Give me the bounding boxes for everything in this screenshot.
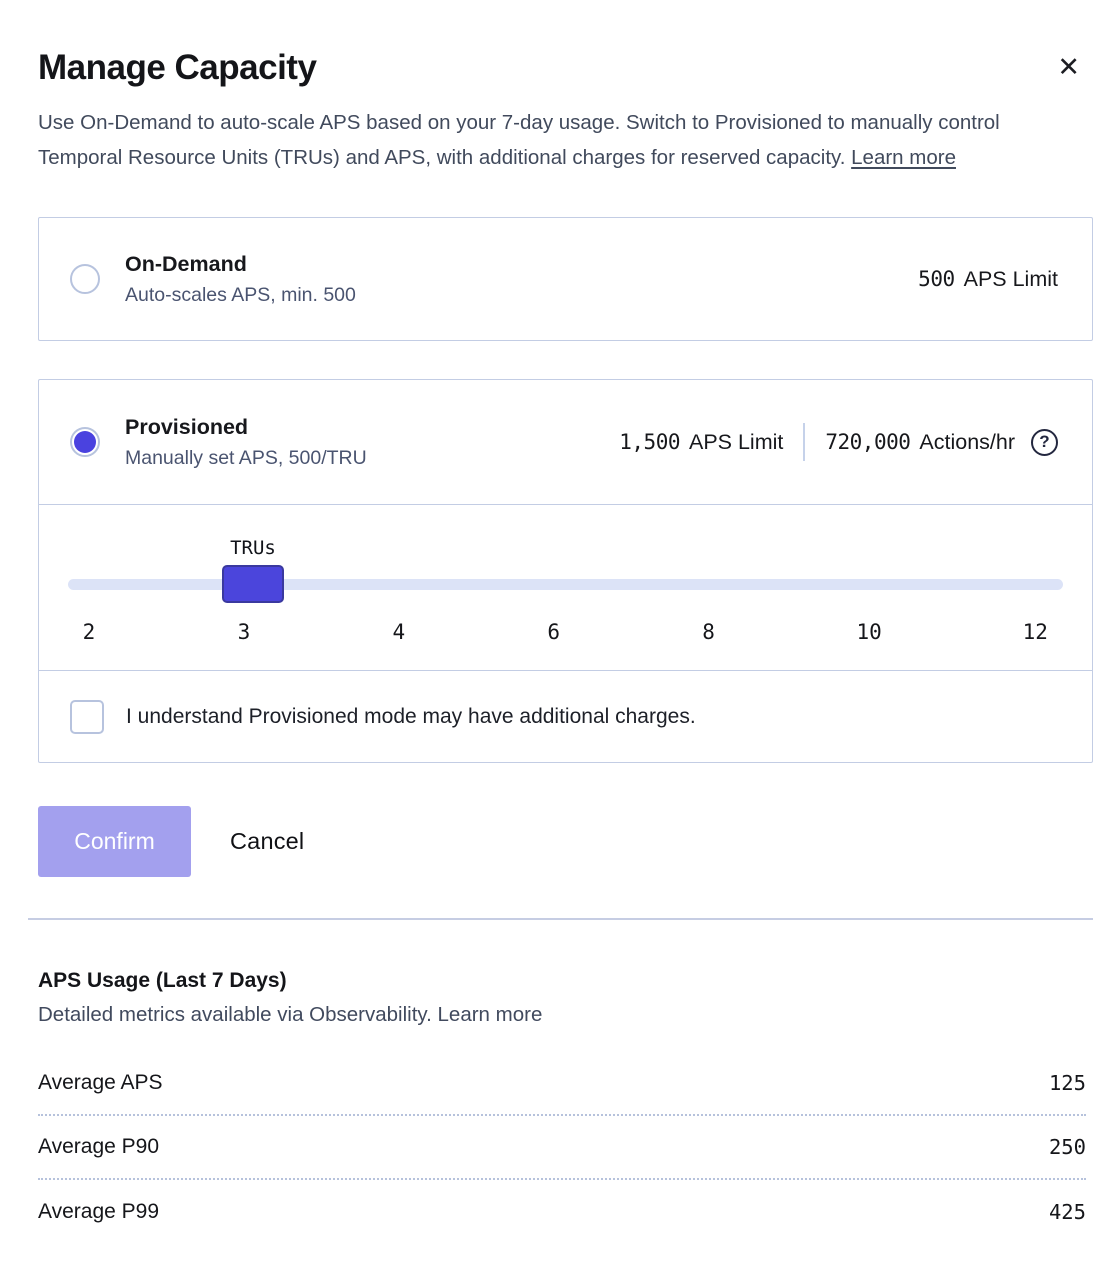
provisioned-label: Provisioned <box>125 414 249 439</box>
acknowledge-checkbox[interactable] <box>70 700 104 734</box>
usage-subtitle <box>38 1003 1092 1027</box>
confirm-button[interactable]: Confirm <box>38 806 191 877</box>
on-demand-radio[interactable] <box>70 264 100 294</box>
tru-slider <box>68 537 1063 644</box>
dialog-actions <box>38 806 1092 877</box>
usage-subtitle-text: Detailed metrics available via Observability. <box>38 1003 438 1026</box>
dialog-header <box>38 48 1092 88</box>
on-demand-row <box>39 218 1092 340</box>
description-text: Use On-Demand to auto-scale APS based on your 7-day usage. Switch to Provisioned to manually control Temporal Resource Units (TRUs) and APS, with additional charges for reserved capacity. <box>38 111 1000 169</box>
close-icon: ✕ <box>1057 52 1080 82</box>
provisioned-aps-unit: APS Limit <box>688 429 784 454</box>
question-icon: ? <box>1039 432 1050 451</box>
row-label: Average APS <box>38 1071 163 1094</box>
tick-label: 12 <box>1022 620 1048 644</box>
help-button[interactable] <box>1031 429 1058 456</box>
provisioned-option-card <box>38 379 1093 763</box>
row-label: Average P99 <box>38 1200 160 1223</box>
acknowledge-section <box>39 670 1092 762</box>
provisioned-limits <box>619 423 1058 461</box>
row-value: 425 <box>1048 1200 1086 1224</box>
slider-label: TRUs <box>230 537 276 559</box>
slider-thumb[interactable] <box>222 565 284 603</box>
tick-label: 10 <box>856 620 882 644</box>
provisioned-sublabel: Manually set APS, 500/TRU <box>125 446 367 469</box>
tick-label: 2 <box>82 620 96 644</box>
provisioned-text <box>125 415 367 470</box>
on-demand-sublabel: Auto-scales APS, min. 500 <box>125 283 356 306</box>
row-label: Average P90 <box>38 1135 160 1158</box>
provisioned-actions-unit: Actions/hr <box>919 429 1015 454</box>
table-row <box>38 1180 1086 1244</box>
tick-label: 6 <box>547 620 560 644</box>
vertical-divider <box>803 423 805 461</box>
tick-label: 8 <box>702 620 715 644</box>
acknowledge-label: I understand Provisioned mode may have additional charges. <box>126 704 696 728</box>
row-value: 250 <box>1048 1135 1086 1159</box>
provisioned-radio[interactable] <box>70 427 100 457</box>
on-demand-label: On-Demand <box>125 251 247 276</box>
section-divider <box>28 918 1093 920</box>
page-title: Manage Capacity <box>38 48 317 87</box>
usage-table <box>38 1052 1086 1244</box>
table-row <box>38 1116 1086 1180</box>
slider-tick-labels <box>68 620 1063 644</box>
close-button[interactable] <box>1051 48 1086 87</box>
slider-track[interactable] <box>68 579 1063 590</box>
tru-slider-section <box>39 504 1092 670</box>
on-demand-text <box>125 252 356 307</box>
learn-more-link[interactable]: Learn more <box>851 146 956 169</box>
on-demand-aps-unit: APS Limit <box>963 266 1058 291</box>
table-row <box>38 1052 1086 1116</box>
on-demand-option-card[interactable] <box>38 217 1093 341</box>
dialog-description <box>38 105 1083 175</box>
row-value: 125 <box>1048 1071 1086 1095</box>
usage-title: APS Usage (Last 7 Days) <box>38 969 287 992</box>
provisioned-row[interactable] <box>39 380 1092 504</box>
provisioned-actions-value: 720,000 <box>825 430 911 454</box>
on-demand-aps-value: 500 <box>918 267 955 291</box>
on-demand-limit <box>918 267 1058 292</box>
tick-label: 4 <box>392 620 406 644</box>
provisioned-aps-value: 1,500 <box>619 430 680 454</box>
usage-learn-more-link[interactable]: Learn more <box>437 1003 543 1026</box>
cancel-button[interactable]: Cancel <box>230 828 305 854</box>
tick-label: 3 <box>237 620 251 644</box>
